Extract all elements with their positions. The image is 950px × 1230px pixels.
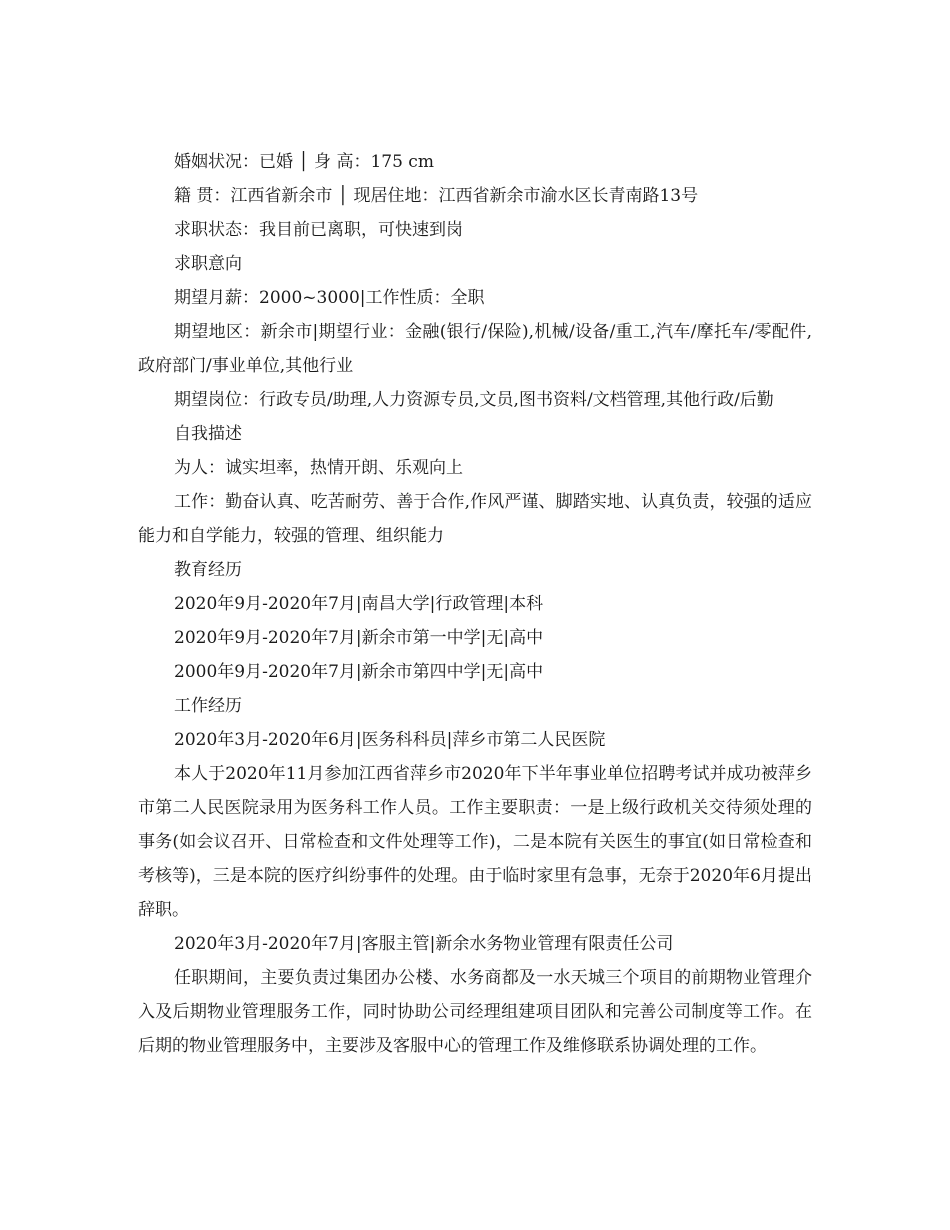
education-entry: 2000年9月-2020年7月|新余市第四中学|无|高中 xyxy=(174,662,544,682)
resume-body xyxy=(138,145,812,1063)
section-heading-self-description: 自我描述 xyxy=(174,424,242,444)
expected-salary-line: 期望月薪：2000~3000|工作性质：全职 xyxy=(174,288,485,308)
work-attitude-line: 工作：勤奋认真、吃苦耐劳、善于合作,作风严谨、脚踏实地、认真负责，较强的适应能力和自学能力，较强的管理、组织能力 xyxy=(138,492,812,546)
origin-residence-line: 籍 贯：江西省新余市 │ 现居住地：江西省新余市渝水区长青南路13号 xyxy=(174,186,699,206)
marital-height-line: 婚姻状况：已婚 │ 身 高：175 cm xyxy=(174,152,434,172)
section-heading-job-intention: 求职意向 xyxy=(174,254,242,274)
expected-region-line: 期望地区：新余市|期望行业：金融(银行/保险),机械/设备/重工,汽车/摩托车/零配件,政府部门/事业单位,其他行业 xyxy=(138,322,812,376)
section-heading-education: 教育经历 xyxy=(174,560,242,580)
expected-position-line: 期望岗位：行政专员/助理,人力资源专员,文员,图书资料/文档管理,其他行政/后勤 xyxy=(174,390,774,410)
job-status-line: 求职状态：我目前已离职，可快速到岗 xyxy=(174,220,463,240)
work-entry-description: 任职期间，主要负责过集团办公楼、水务商都及一水天城三个项目的前期物业管理介入及后期物业管理服务工作，同时协助公司经理组建项目团队和完善公司制度等工作。在后期的物业管理服务中，主要涉及客服中心的管理工作及维修联系协调处理的工作。 xyxy=(138,968,812,1056)
education-entry: 2020年9月-2020年7月|南昌大学|行政管理|本科 xyxy=(174,594,544,614)
work-entry-description: 本人于2020年11月参加江西省萍乡市2020年下半年事业单位招聘考试并成功被萍乡市第二人民医院录用为医务科工作人员。工作主要职责：一是上级行政机关交待须处理的事务(如会议召开、日常检查和文件处理等工作)，二是本院有关医生的事宜(如日常检查和考核等)，三是本院的医疗纠纷事件的处理。由于临时家里有急事，无奈于2020年6月提出辞职。 xyxy=(138,764,812,920)
work-entry-title: 2020年3月-2020年7月|客服主管|新余水务物业管理有限责任公司 xyxy=(174,934,674,954)
education-entry: 2020年9月-2020年7月|新余市第一中学|无|高中 xyxy=(174,628,544,648)
personality-line: 为人：诚实坦率，热情开朗、乐观向上 xyxy=(174,458,463,478)
section-heading-work-experience: 工作经历 xyxy=(174,696,242,716)
work-entry-title: 2020年3月-2020年6月|医务科科员|萍乡市第二人民医院 xyxy=(174,730,606,750)
